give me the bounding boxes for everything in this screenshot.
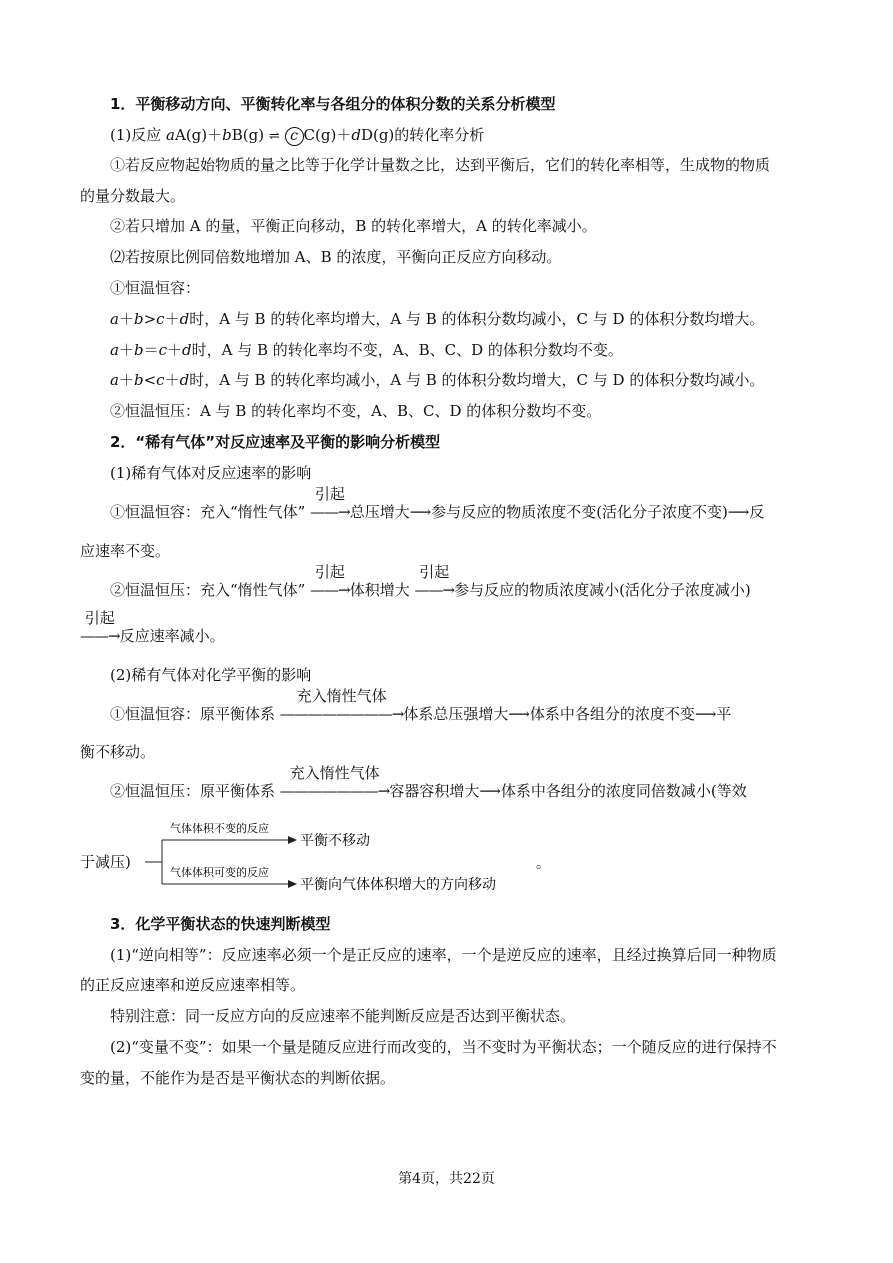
section-2-title: 2．“稀有气体”对反应速率及平衡的影响分析模型 [110, 433, 441, 451]
caused-arrow: 引起 ——→ [80, 609, 120, 645]
case-1: a＋b>c＋d时，A 与 B 的转化率均增大，A 与 B 的体积分数均减小，C 与 D 的体积分数均增大。 [110, 310, 765, 328]
branch2-label: 气体体积可变的反应 [170, 866, 269, 879]
sub-heading-1: (1)稀有气体对反应速率的影响 [110, 464, 312, 482]
s3-para-3b: 变的量，不能作为是否是平衡状态的判断依据。 [80, 1069, 396, 1087]
reaction-formula: aA(g)＋bB(g) ⇌ c C(g)＋dD [166, 126, 373, 144]
case-2: a＋b＝c＋d时，A 与 B 的转化率均不变，A、B、C、D 的体积分数均不变。 [110, 341, 623, 359]
reaction-equation-line [110, 125, 484, 147]
branch1-result: 平衡不移动 [300, 833, 370, 849]
case-a1: ①恒温恒容：充入“惰性气体” 引起 ——→总压增大⟶参与反应的物质浓度不变(活化分子浓度不变)⟶反 [110, 485, 765, 521]
branch1-label: 气体体积不变的反应 [170, 822, 269, 835]
para-2: ②若只增加 A 的量，平衡正向移动，B 的转化率增大，A 的转化率减小。 [110, 217, 597, 235]
s3-para-1b: 的正反应速率和逆反应速率相等。 [80, 976, 306, 994]
case-b2: ②恒温恒压：原平衡体系 充入惰性气体 ———————→容器容积增大⟶体系中各组分的浓度同倍数减小(等效 [110, 764, 747, 800]
para-1a: ①若反应物起始物质的量之比等于化学计量数之比，达到平衡后，它们的转化率相等，生成物的物质 [110, 156, 771, 174]
branch-end-mark: 。 [536, 856, 550, 872]
case-a2-end: 引起 ——→反应速率减小。 [80, 609, 225, 645]
para-5: ②恒温恒压：A 与 B 的转化率均不变，A、B、C、D 的体积分数均不变。 [110, 402, 602, 420]
case-b1: ①恒温恒容：原平衡体系 充入惰性气体 ————————→体系总压强增大⟶体系中各组分的浓度不变⟶平 [110, 687, 732, 723]
reaction-suffix: (g)的转化率分析 [372, 126, 485, 144]
case-a1-end: 应速率不变。 [80, 542, 171, 560]
caused-arrow: 引起 ——→ [310, 563, 350, 599]
caused-arrow: 引起 ——→ [414, 563, 455, 599]
branch2-result: 平衡向气体体积增大的方向移动 [300, 877, 496, 893]
sub-heading-2: (2)稀有气体对化学平衡的影响 [110, 666, 312, 684]
para-3: ⑵若按原比例同倍数地增加 A、B 的浓度，平衡向正反应方向移动。 [110, 248, 562, 266]
para-4: ①恒温恒容： [110, 279, 201, 297]
s3-para-2: 特别注意：同一反应方向的反应速率不能判断反应是否达到平衡状态。 [110, 1007, 576, 1025]
case-b1-end: 衡不移动。 [80, 743, 156, 761]
s3-para-3a: (2)“变量不变”：如果一个量是随反应进行而改变的，当不变时为平衡状态；一个随反应的进行保持不 [110, 1038, 777, 1056]
fill-gas-arrow: 充入惰性气体 ———————→ [279, 764, 390, 800]
page-footer: 第4页，共22页 [398, 1171, 495, 1187]
caused-arrow: 引起 ——→ [310, 485, 350, 521]
section-1-title: 1．平衡移动方向、平衡转化率与各组分的体积分数的关系分析模型 [110, 95, 556, 113]
arrow-head-lower [288, 880, 297, 888]
arrow-head-upper [288, 836, 297, 844]
case-a2: ②恒温恒压：充入“惰性气体” 引起 ——→体积增大 引起 ——→参与反应的物质浓度减小(活化分子浓度减小) [110, 563, 751, 599]
branch-diagram [140, 818, 560, 898]
case-b2-end: 于减压) [80, 853, 131, 871]
fill-gas-arrow: 充入惰性气体 ————————→ [279, 687, 404, 723]
para-1b: 的量分数最大。 [80, 187, 186, 205]
s3-para-1a: (1)“逆向相等”：反应速率必须一个是正反应的速率，一个是逆反应的速率，且经过换算后同一种物质 [110, 946, 777, 964]
section-3-title: 3．化学平衡状态的快速判断模型 [110, 915, 331, 933]
case-3: a＋b<c＋d时，A 与 B 的转化率均减小，A 与 B 的体积分数均增大，C 与 D 的体积分数均减小。 [110, 371, 765, 389]
reaction-prefix: (1)反应 [110, 126, 162, 144]
